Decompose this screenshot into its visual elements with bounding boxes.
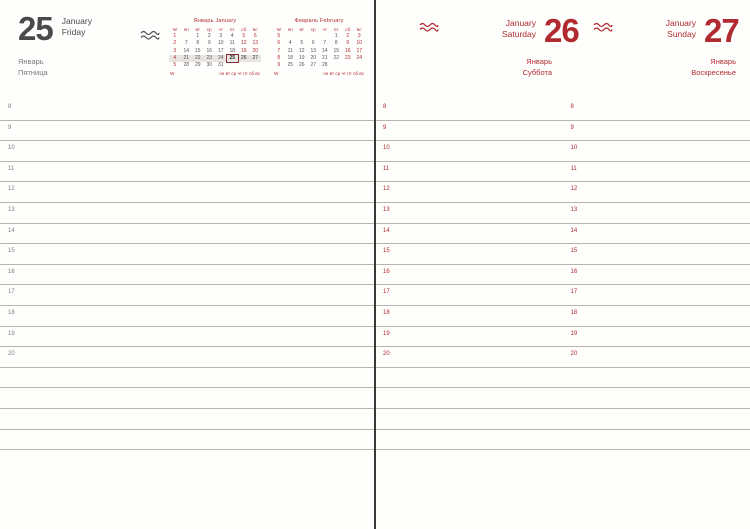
day-names-ru: [18, 56, 48, 78]
hour-row[interactable]: [375, 100, 563, 121]
mini-calendar-title: Январь January: [193, 18, 237, 24]
hour-row[interactable]: [563, 306, 750, 327]
hour-label: 18: [383, 309, 390, 316]
mini-day: 9: [346, 40, 350, 47]
hour-label: 17: [570, 289, 578, 296]
sunday-column[interactable]: [563, 100, 750, 450]
mini-day: [181, 33, 193, 40]
mini-week-row: [273, 55, 365, 62]
note-row[interactable]: [0, 388, 375, 409]
mini-day: 16: [344, 47, 351, 54]
wd-fri: пт: [229, 27, 235, 33]
day-number: 26: [544, 12, 579, 49]
mini-day: 8: [334, 40, 338, 47]
mini-day: 9: [207, 40, 211, 47]
mini-day: 22: [192, 55, 204, 62]
mini-day: 12: [240, 40, 247, 47]
hour-label: 20: [8, 351, 15, 358]
mini-calendar-title: Февраль February: [294, 18, 344, 24]
hour-row[interactable]: [375, 141, 563, 162]
week-number: 6: [277, 40, 281, 47]
mini-calendar-footer: [273, 71, 365, 76]
mini-week-row: [273, 33, 365, 40]
hour-label: 13: [570, 206, 578, 213]
week-number: 7: [277, 47, 281, 54]
hour-row[interactable]: [563, 203, 750, 224]
month-name-en: January: [665, 18, 696, 28]
wd-sat: сб: [345, 27, 351, 33]
hour-row[interactable]: [375, 162, 563, 183]
saturday-column[interactable]: [375, 100, 563, 450]
weekday-name-ru: Воскресенье: [691, 68, 736, 77]
hour-row[interactable]: [563, 285, 750, 306]
mini-day: 28: [183, 62, 190, 69]
month-name-en: January: [505, 18, 536, 28]
hour-row[interactable]: [375, 244, 563, 265]
mini-calendar-table: [273, 26, 365, 69]
note-row[interactable]: [563, 388, 750, 409]
mini-day: 15: [194, 47, 201, 54]
hour-row[interactable]: [0, 141, 375, 162]
hour-row[interactable]: [375, 121, 563, 142]
mini-day: 2: [346, 33, 350, 40]
mini-day: 4: [288, 40, 292, 47]
mini-calendar-table: [169, 26, 261, 69]
hour-label: 12: [383, 186, 390, 193]
month-name-ru: Январь: [18, 57, 44, 66]
hour-label: 9: [383, 124, 387, 131]
hour-row[interactable]: [0, 203, 375, 224]
hour-row[interactable]: [375, 265, 563, 286]
hour-row[interactable]: [375, 203, 563, 224]
mini-calendars: [169, 18, 365, 76]
day-names-en: [62, 16, 92, 38]
mini-calendar-footer: [169, 71, 261, 76]
hour-row[interactable]: [375, 347, 563, 368]
mini-day: 18: [229, 47, 236, 54]
footer-weekdays: пн вт ср чт пт сб вс: [219, 71, 260, 77]
week-number: 8: [277, 54, 281, 61]
day-heading-26: [480, 12, 579, 49]
mini-day: [319, 33, 331, 40]
mini-day: 3: [219, 33, 223, 40]
note-row[interactable]: [563, 409, 750, 430]
hour-row[interactable]: [563, 347, 750, 368]
hour-row[interactable]: [0, 182, 375, 203]
mini-day: 16: [206, 47, 213, 54]
mini-day: 22: [333, 54, 340, 61]
mini-week-row: [273, 48, 365, 55]
hour-row[interactable]: [0, 285, 375, 306]
mini-day: 1: [196, 33, 200, 40]
note-row[interactable]: [563, 430, 750, 451]
hour-label: 19: [570, 330, 578, 337]
mini-day: 19: [240, 47, 247, 54]
hour-label: 15: [383, 248, 390, 255]
wd-wed: ср: [310, 27, 316, 33]
day-number: 25: [18, 10, 53, 47]
hour-row[interactable]: [0, 327, 375, 348]
hour-label: 14: [383, 227, 390, 234]
hour-row[interactable]: [563, 141, 750, 162]
wd-mon: пн: [287, 27, 293, 33]
weekday-name-en: Friday: [61, 27, 86, 37]
hour-label: 12: [570, 186, 578, 193]
day-names-ru: [472, 56, 552, 78]
weekday-name-en: Sunday: [667, 29, 696, 39]
hour-label: 11: [8, 165, 15, 172]
hour-row[interactable]: [0, 100, 375, 121]
week-number: 5: [277, 33, 281, 40]
mini-day: 27: [250, 55, 262, 62]
mini-day: 15: [333, 47, 340, 54]
note-row[interactable]: [563, 368, 750, 389]
hour-row[interactable]: [563, 182, 750, 203]
hour-label: 19: [383, 330, 390, 337]
weekday-name-ru: Суббота: [522, 68, 552, 77]
mini-day: 5: [300, 40, 304, 47]
right-page: [375, 0, 750, 529]
mini-day: 21: [181, 55, 193, 62]
wd-tue: вт: [195, 27, 200, 33]
hour-row[interactable]: [375, 285, 563, 306]
hour-row[interactable]: [0, 121, 375, 142]
mini-day: [250, 62, 262, 69]
hour-row[interactable]: [563, 121, 750, 142]
hour-row[interactable]: [0, 224, 375, 245]
note-row[interactable]: [375, 409, 563, 430]
wd-sat: сб: [241, 27, 247, 33]
hour-label: 14: [8, 227, 15, 234]
mini-day: 25: [287, 62, 294, 69]
mini-day: 17: [217, 47, 224, 54]
left-page-header: [0, 0, 375, 96]
mini-day: 4: [230, 33, 234, 40]
footer-week-label: W: [170, 71, 175, 77]
mini-day: [296, 33, 308, 40]
mini-day: 19: [298, 54, 305, 61]
mini-day: 20: [310, 54, 317, 61]
week-number: 2: [173, 40, 177, 47]
hour-label: 12: [8, 186, 15, 193]
mini-day: 11: [229, 40, 235, 47]
hour-label: 11: [383, 165, 390, 172]
wd-tue: вт: [299, 27, 304, 33]
week-number: 1: [173, 33, 177, 40]
wd-sun: вс: [252, 27, 258, 33]
footer-week-label: W: [274, 71, 279, 77]
week-number: 4: [169, 55, 181, 62]
weekday-name-en: Saturday: [501, 29, 536, 39]
month-name-ru: Январь: [526, 57, 552, 66]
left-writing-area[interactable]: [0, 100, 375, 450]
day-number: 27: [704, 12, 739, 49]
hour-label: 13: [8, 206, 15, 213]
mini-day: 7: [184, 40, 188, 47]
hour-label: 9: [570, 124, 574, 131]
hour-row[interactable]: [375, 306, 563, 327]
mini-day: 26: [298, 62, 305, 69]
hour-row[interactable]: [563, 327, 750, 348]
week-number: 9: [277, 62, 281, 69]
mini-day: 7: [323, 40, 327, 47]
hour-row[interactable]: [0, 162, 375, 183]
mini-day: [238, 62, 250, 69]
mini-day: 23: [344, 54, 351, 61]
wd-thu: чт: [322, 27, 327, 33]
week-number: 5: [173, 62, 177, 69]
hour-label: 10: [383, 145, 390, 152]
mini-day-today: 25: [227, 55, 239, 62]
mini-calendar-february: [273, 18, 365, 76]
hour-label: 18: [570, 309, 578, 316]
wd-fri: пт: [333, 27, 339, 33]
mini-week-row-current: [169, 55, 261, 62]
mini-day: 24: [215, 55, 227, 62]
hour-label: 18: [8, 309, 15, 316]
mini-day: [308, 33, 320, 40]
hour-row[interactable]: [563, 244, 750, 265]
day-names-ru: [646, 56, 736, 78]
mini-calendar-january: [169, 18, 261, 76]
hour-label: 17: [8, 289, 15, 296]
day-heading-27: [650, 12, 739, 49]
mini-day: 13: [310, 47, 317, 54]
mini-day: [331, 62, 343, 69]
hour-row[interactable]: [375, 327, 563, 348]
hour-row[interactable]: [563, 100, 750, 121]
note-row[interactable]: [375, 388, 563, 409]
month-name-en: January: [61, 16, 92, 26]
mini-day: [285, 33, 297, 40]
mini-week-row: [273, 40, 365, 47]
mini-day: 27: [310, 62, 317, 69]
weekday-name-ru: Пятница: [18, 68, 48, 77]
right-writing-area[interactable]: [375, 100, 750, 450]
hour-label: 10: [8, 145, 15, 152]
mini-day: 6: [311, 40, 315, 47]
hour-label: 16: [570, 268, 578, 275]
hour-row[interactable]: [0, 244, 375, 265]
mini-day: 29: [194, 62, 201, 69]
footer-weekdays: пн вт ср чт пт сб вс: [323, 71, 364, 77]
hour-label: 20: [570, 351, 578, 358]
week-number: 3: [173, 47, 177, 54]
note-row[interactable]: [375, 430, 563, 451]
week-col-header: W: [172, 27, 177, 33]
hour-label: 11: [570, 165, 577, 172]
note-row[interactable]: [0, 368, 375, 389]
mini-day: 23: [204, 55, 216, 62]
hour-row[interactable]: [0, 306, 375, 327]
mini-day: 10: [217, 40, 224, 47]
wd-thu: чт: [218, 27, 223, 33]
wd-wed: ср: [206, 27, 212, 33]
right-page-header: [375, 0, 750, 96]
day-names-en: [650, 18, 696, 40]
mini-day: 31: [217, 62, 224, 69]
hour-label: 15: [570, 248, 578, 255]
mini-week-row: [273, 62, 365, 69]
mini-week-row: [169, 62, 261, 69]
hour-label: 16: [8, 268, 15, 275]
mini-day: 12: [298, 47, 305, 54]
hour-row[interactable]: [0, 265, 375, 286]
mini-day: [227, 62, 239, 69]
mini-week-row: [169, 40, 261, 47]
aquarius-icon: [140, 28, 160, 43]
mini-week-row: [169, 48, 261, 55]
hour-row[interactable]: [563, 224, 750, 245]
day-names-en: [480, 18, 536, 40]
mini-day: 14: [321, 47, 328, 54]
hour-label: 15: [8, 248, 15, 255]
mini-day: 18: [287, 54, 294, 61]
hour-row[interactable]: [0, 347, 375, 368]
hour-label: 8: [570, 104, 574, 110]
mini-day: 1: [334, 33, 338, 40]
mini-day: 6: [253, 33, 257, 40]
note-row[interactable]: [0, 409, 375, 430]
mini-day: 17: [356, 47, 363, 54]
mini-day: [342, 62, 354, 69]
month-name-ru: Январь: [710, 57, 736, 66]
note-row[interactable]: [375, 368, 563, 389]
mini-day: 2: [207, 33, 211, 40]
hour-label: 14: [570, 227, 578, 234]
mini-day: 21: [321, 54, 328, 61]
mini-day: 30: [206, 62, 213, 69]
mini-day: 5: [242, 33, 246, 40]
mini-day: 8: [196, 40, 200, 47]
hour-row[interactable]: [563, 265, 750, 286]
mini-day: 24: [356, 54, 363, 61]
mini-day: 13: [252, 40, 259, 47]
hour-label: 9: [8, 124, 12, 131]
mini-day: 3: [357, 33, 361, 40]
hour-row[interactable]: [375, 182, 563, 203]
aquarius-icon: [419, 20, 439, 35]
wd-mon: пн: [183, 27, 189, 33]
page-spine: [374, 0, 376, 529]
hour-label: 8: [8, 104, 12, 110]
hour-label: 16: [383, 268, 390, 275]
hour-label: 10: [570, 145, 578, 152]
aquarius-icon: [593, 20, 613, 35]
mini-week-row: [169, 33, 261, 40]
hour-row[interactable]: [563, 162, 750, 183]
note-row[interactable]: [0, 430, 375, 451]
mini-day: 28: [321, 62, 328, 69]
day-heading-25: [18, 10, 92, 47]
mini-day: 20: [252, 47, 259, 54]
hour-label: 13: [383, 206, 390, 213]
mini-day: [354, 62, 366, 69]
hour-label: 8: [383, 104, 387, 110]
wd-sun: вс: [356, 27, 362, 33]
hour-label: 20: [383, 351, 390, 358]
mini-day: 11: [287, 47, 293, 54]
mini-day: 26: [238, 55, 250, 62]
mini-day: 14: [183, 47, 190, 54]
hour-label: 19: [8, 330, 15, 337]
mini-day: 10: [356, 40, 363, 47]
week-col-header: W: [276, 27, 281, 33]
hour-row[interactable]: [375, 224, 563, 245]
hour-label: 17: [383, 289, 390, 296]
